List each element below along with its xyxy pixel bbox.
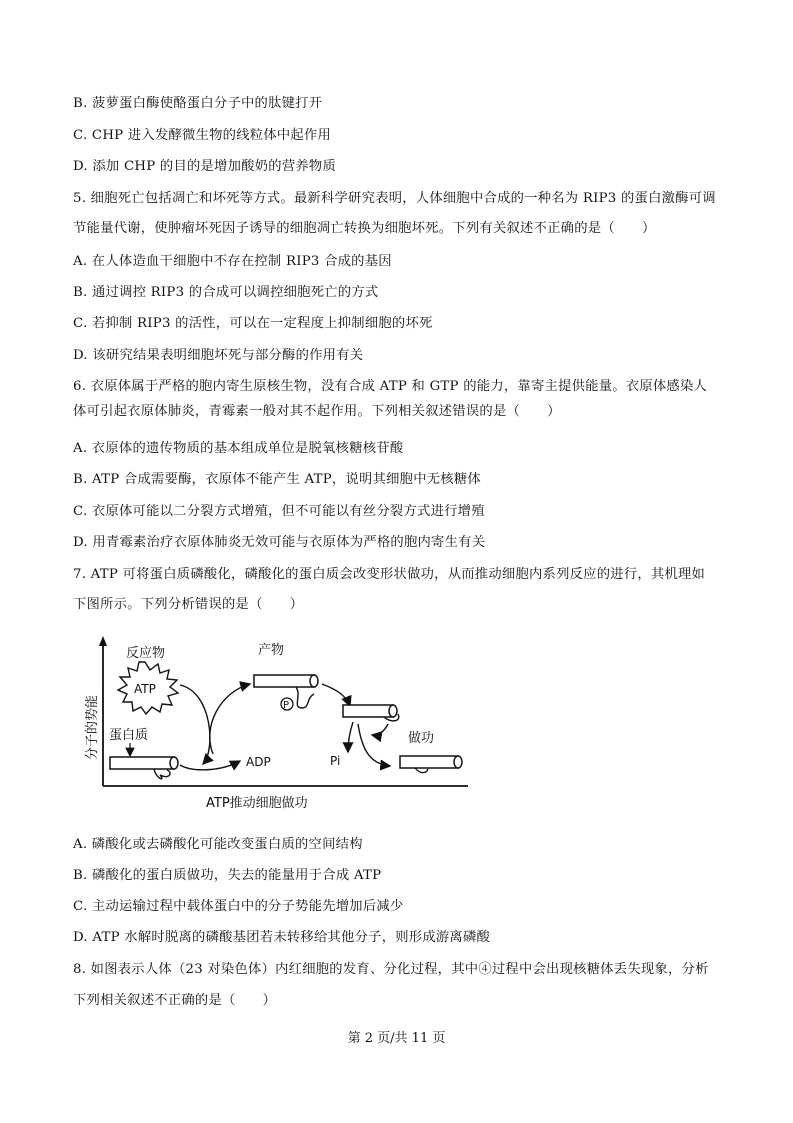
question-7-line-1: 7. ATP 可将蛋白质磷酸化，磷酸化的蛋白质会改变形状做功，从而推动细胞内系列反应的进行，其机理如 <box>73 567 706 582</box>
pi-label: Pi <box>330 754 341 768</box>
work-arrow <box>372 724 388 735</box>
y-axis-label: 分子的势能 <box>85 694 100 760</box>
question-8-line-2: 下列相关叙述不正确的是（ ） <box>73 993 277 1008</box>
work-label: 做功 <box>408 731 435 746</box>
option-4c: C. CHP 进入发酵微生物的线粒体中起作用 <box>73 128 332 143</box>
page-footer: 第 2 页/共 11 页 <box>347 1031 446 1046</box>
protein-cylinder-final <box>400 756 462 773</box>
question-5-line-2: 节能量代谢，使肿瘤坏死因子诱导的细胞凋亡转换为细胞坏死。下列有关叙述不正确的是（ ） <box>73 221 656 236</box>
option-5a: A. 在人体造血干细胞中不存在控制 RIP3 合成的基因 <box>73 254 392 269</box>
protein-cylinder-unphosphorylated <box>110 757 178 779</box>
atp-label: ATP <box>134 682 156 696</box>
option-6d: D. 用青霉素治疗衣原体肺炎无效可能与衣原体为严格的胞内寄生有关 <box>73 535 486 550</box>
product-label: 产物 <box>258 643 285 658</box>
option-7b: B. 磷酸化的蛋白质做功，失去的能量用于合成 ATP <box>73 868 382 883</box>
option-7d: D. ATP 水解时脱离的磷酸基团若未转移给其他分子，则形成游离磷酸 <box>73 930 491 945</box>
option-6a: A. 衣原体的遗传物质的基本组成单位是脱氧核糖核苷酸 <box>73 441 404 456</box>
option-6c: C. 衣原体可能以二分裂方式增殖，但不可能以有丝分裂方式进行增殖 <box>73 504 485 519</box>
arrow-protein-to-adp <box>180 761 240 770</box>
question-6-line-2: 体可引起衣原体肺炎，青霉素一般对其不起作用。下列相关叙述错误的是（ ） <box>73 404 561 419</box>
phosphate-p-label: P <box>283 700 290 711</box>
question-5-line-1: 5. 细胞死亡包括凋亡和坏死等方式。最新科学研究表明，人体细胞中合成的一种名为 RIP3 的蛋白激酶可调 <box>73 191 716 206</box>
option-5d: D. 该研究结果表明细胞坏死与部分酶的作用有关 <box>73 348 364 363</box>
adp-label: ADP <box>246 755 271 769</box>
x-axis-label: ATP推动细胞做功 <box>206 796 308 811</box>
option-4d: D. 添加 CHP 的目的是增加酸奶的营养物质 <box>73 159 337 174</box>
protein-label: 蛋白质 <box>109 728 149 743</box>
arrow-to-product <box>210 684 250 754</box>
reactant-label: 反应物 <box>126 646 166 661</box>
option-7a: A. 磷酸化或去磷酸化可能改变蛋白质的空间结构 <box>73 837 363 852</box>
arrow-to-adp <box>180 685 210 764</box>
protein-cylinder-working <box>343 705 399 721</box>
option-7c: C. 主动运输过程中载体蛋白中的分子势能先增加后减少 <box>73 899 404 914</box>
option-4b: B. 菠萝蛋白酶使酪蛋白分子中的肽键打开 <box>73 96 323 111</box>
question-8-line-1: 8. 如图表示人体（23 对染色体）内红细胞的发育、分化过程，其中④过程中会出现核糖体丢失现象，分析 <box>73 962 709 977</box>
arrow-to-work-state <box>322 684 350 706</box>
y-axis-arrow <box>99 636 107 646</box>
question-7-line-2: 下图所示。下列分析错误的是（ ） <box>73 597 304 612</box>
option-5b: B. 通过调控 RIP3 的合成可以调控细胞死亡的方式 <box>73 285 379 300</box>
atp-mechanism-diagram <box>70 632 480 814</box>
option-6b: B. ATP 合成需要酶，衣原体不能产生 ATP，说明其细胞中无核糖体 <box>73 472 481 487</box>
arrow-to-pi <box>348 722 353 752</box>
protein-cylinder-phosphorylated <box>254 675 318 711</box>
question-6-line-1: 6. 衣原体属于严格的胞内寄生原核生物，没有合成 ATP 和 GTP 的能力，靠寄主提供能量。衣原体感染人 <box>73 379 708 394</box>
arrow-to-final-state <box>358 724 390 766</box>
option-5c: C. 若抑制 RIP3 的活性，可以在一定程度上抑制细胞的坏死 <box>73 316 433 331</box>
